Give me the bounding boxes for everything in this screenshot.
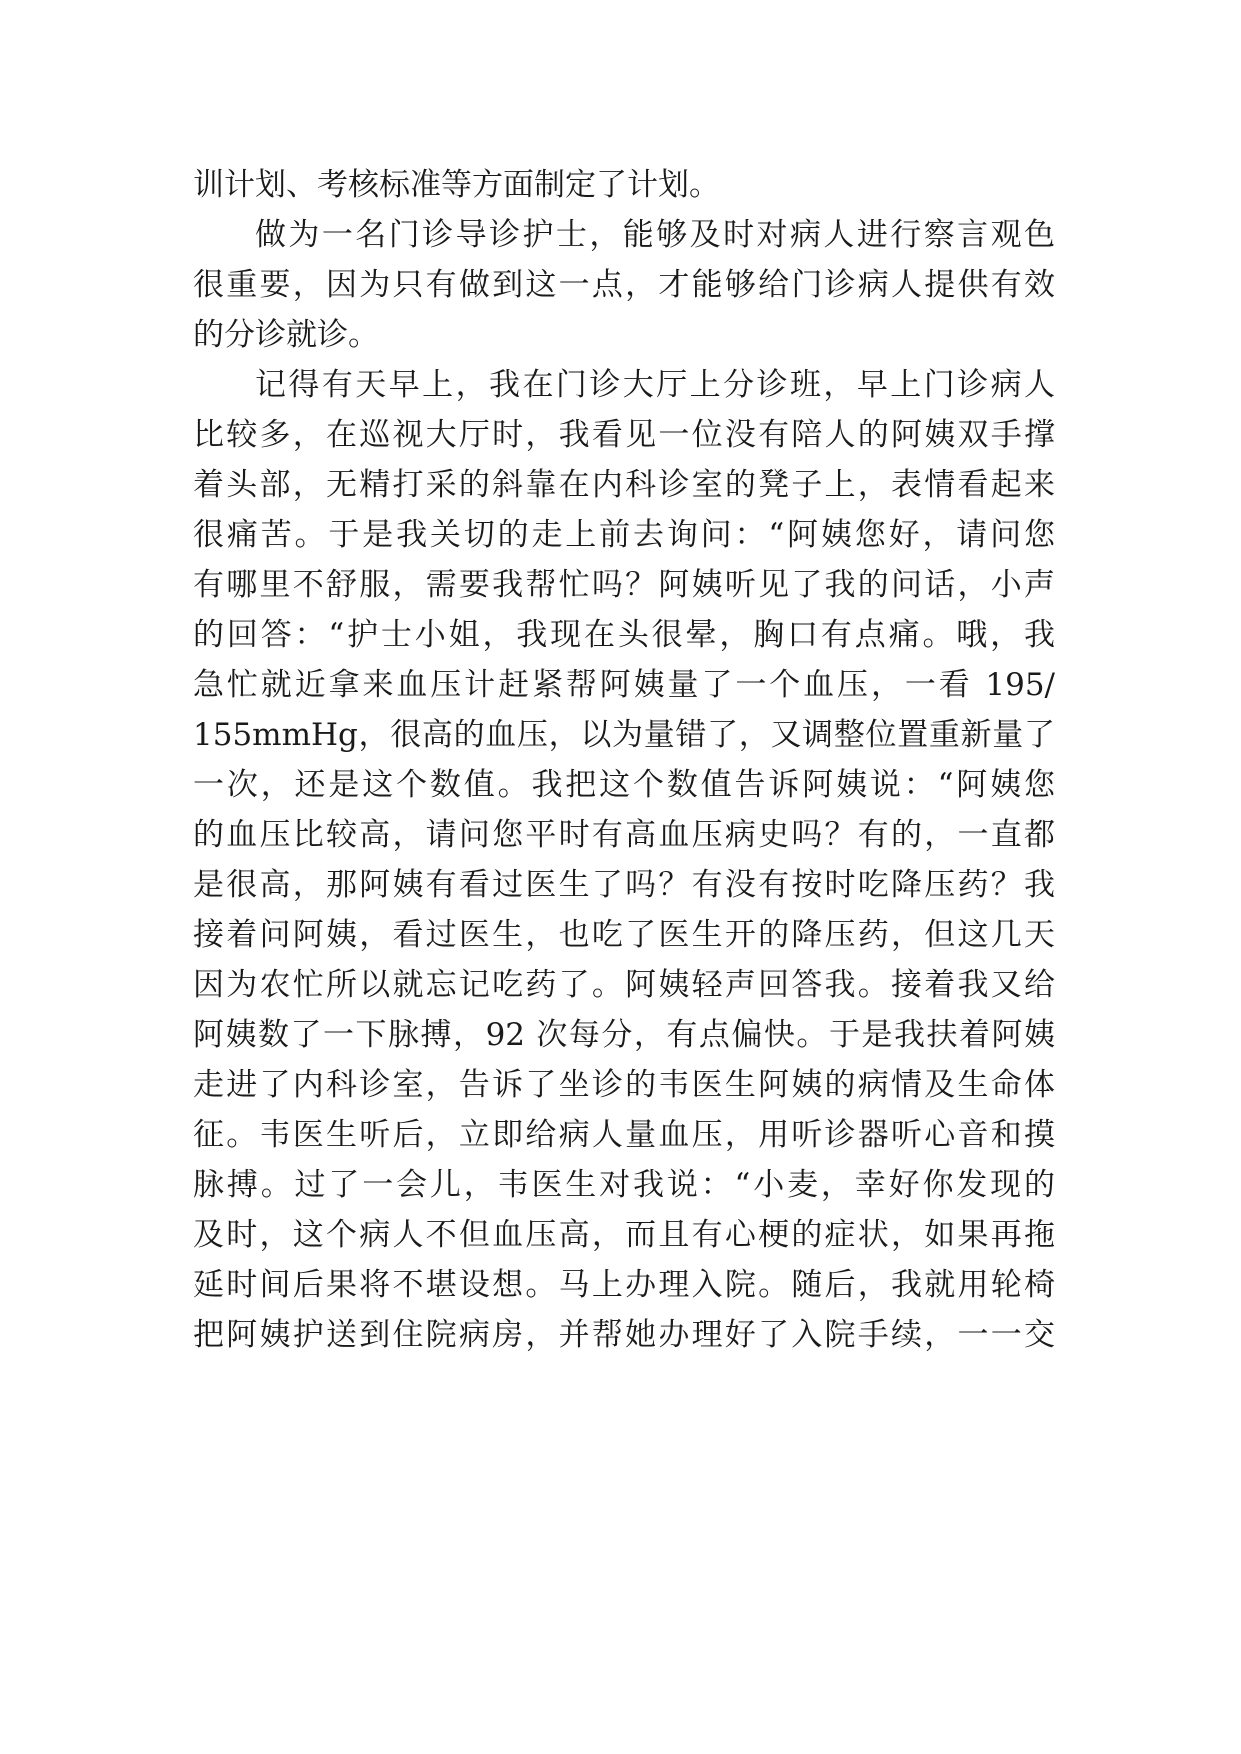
- paragraph-line: 征。韦医生听后，立即给病人量血压，用听诊器听心音和摸: [193, 1117, 1055, 1153]
- paragraph-line: 很痛苦。于是我关切的走上前去询问：“阿姨您好，请问您: [193, 517, 1055, 553]
- paragraph-line: 一次，还是这个数值。我把这个数值告诉阿姨说：“阿姨您: [193, 767, 1055, 803]
- paragraph-line: 走进了内科诊室，告诉了坐诊的韦医生阿姨的病情及生命体: [193, 1067, 1055, 1103]
- paragraph-line: 的回答：“护士小姐，我现在头很晕，胸口有点痛。哦，我: [193, 617, 1055, 653]
- document-body: [193, 160, 1055, 1360]
- paragraph-line: 是很高，那阿姨有看过医生了吗？有没有按时吃降压药？我: [193, 867, 1055, 903]
- paragraph-line: 因为农忙所以就忘记吃药了。阿姨轻声回答我。接着我又给: [193, 967, 1055, 1003]
- paragraph-line: 做为一名门诊导诊护士，能够及时对病人进行察言观色: [255, 217, 1055, 253]
- paragraph-line: 脉搏。过了一会儿，韦医生对我说：“小麦，幸好你发现的: [193, 1167, 1055, 1203]
- paragraph-line: 把阿姨护送到住院病房，并帮她办理好了入院手续，一一交: [193, 1317, 1055, 1353]
- paragraph-line: 155mmHg，很高的血压，以为量错了，又调整位置重新量了: [193, 717, 1055, 753]
- paragraph-line: 的分诊就诊。: [193, 317, 379, 353]
- paragraph-line: 延时间后果将不堪设想。马上办理入院。随后，我就用轮椅: [193, 1267, 1055, 1303]
- paragraph-line: 的血压比较高，请问您平时有高血压病史吗？有的，一直都: [193, 817, 1055, 853]
- paragraph-line: 及时，这个病人不但血压高，而且有心梗的症状，如果再拖: [193, 1217, 1055, 1253]
- paragraph-line: 着头部，无精打采的斜靠在内科诊室的凳子上，表情看起来: [193, 467, 1055, 503]
- paragraph-line: 比较多，在巡视大厅时，我看见一位没有陪人的阿姨双手撑: [193, 417, 1055, 453]
- paragraph-line: 记得有天早上，我在门诊大厅上分诊班，早上门诊病人: [255, 367, 1055, 403]
- paragraph-line: 阿姨数了一下脉搏，92 次每分，有点偏快。于是我扶着阿姨: [193, 1017, 1055, 1053]
- paragraph-line: 急忙就近拿来血压计赶紧帮阿姨量了一个血压，一看 195/: [193, 667, 1055, 703]
- paragraph-line: 有哪里不舒服，需要我帮忙吗？阿姨听见了我的问话，小声: [193, 567, 1055, 603]
- paragraph-line: 接着问阿姨，看过医生，也吃了医生开的降压药，但这几天: [193, 917, 1055, 953]
- paragraph-line: 很重要，因为只有做到这一点，才能够给门诊病人提供有效: [193, 267, 1055, 303]
- paragraph-line: 训计划、考核标准等方面制定了计划。: [193, 167, 720, 203]
